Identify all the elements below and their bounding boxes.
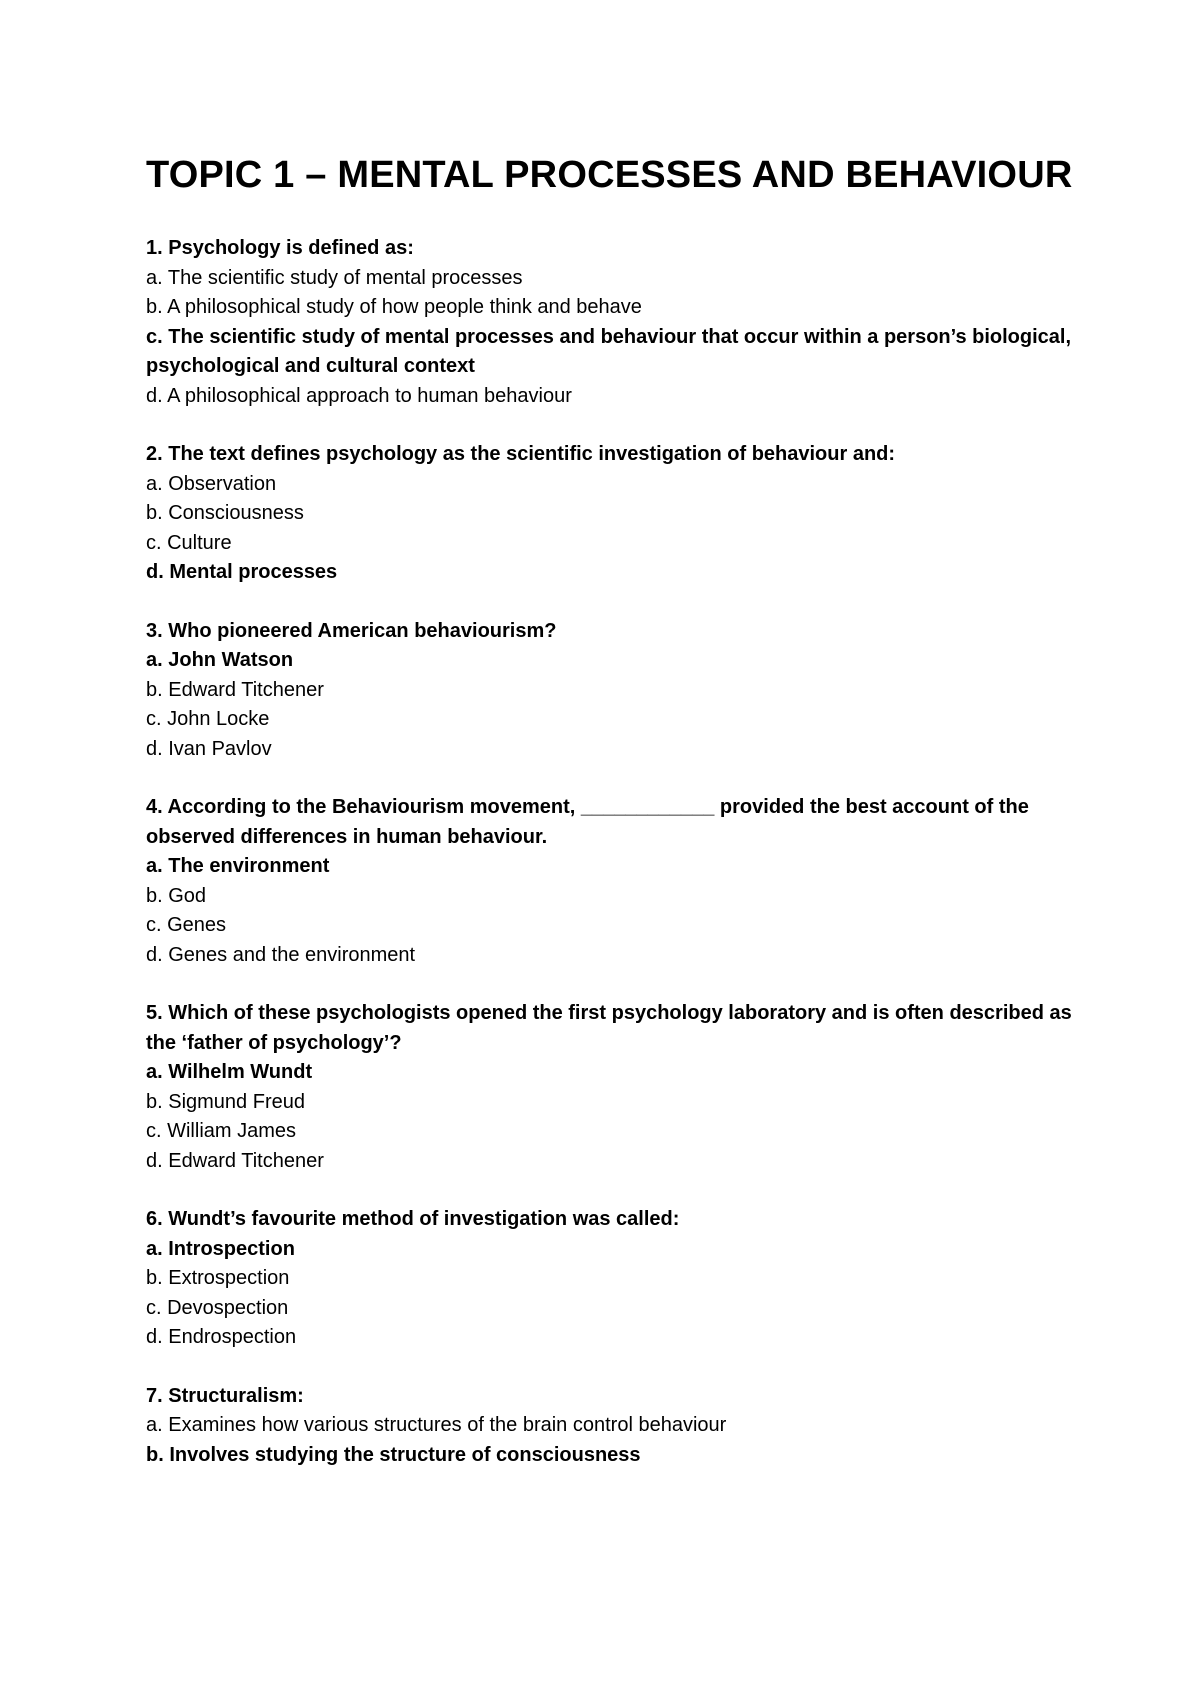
question-block bbox=[146, 440, 1106, 588]
question-text: 4. According to the Behaviourism movement, ____________ provided the best account of the observed differences in human behaviour. bbox=[146, 796, 1035, 848]
question-text: 5. Which of these psychologists opened the first psychology laboratory and is often described as the ‘father of psychology’? bbox=[146, 1002, 1078, 1054]
question-block bbox=[146, 617, 1106, 765]
document-content bbox=[146, 150, 1106, 1499]
question-text: 3. Who pioneered American behaviourism? bbox=[146, 619, 557, 642]
question-text: 6. Wundt’s favourite method of investigation was called: bbox=[146, 1208, 680, 1230]
answer-option-correct: a. The environment bbox=[146, 855, 330, 877]
answer-option: c. Culture bbox=[146, 531, 232, 554]
answer-option: d. Edward Titchener bbox=[146, 1149, 324, 1172]
page-title: TOPIC 1 – MENTAL PROCESSES AND BEHAVIOUR bbox=[146, 154, 1073, 196]
answer-option-correct: a. Wilhelm Wundt bbox=[146, 1061, 313, 1083]
answer-option-correct: c. The scientific study of mental processes and behaviour that occur within a person’s biological, psychological and cultural context bbox=[146, 325, 1077, 377]
answer-option: a. Examines how various structures of the brain control behaviour bbox=[146, 1414, 727, 1436]
answer-option: b. Edward Titchener bbox=[146, 678, 324, 701]
answer-option: b. A philosophical study of how people think and behave bbox=[146, 296, 642, 318]
answer-option-correct: a. Introspection bbox=[146, 1237, 295, 1260]
question-block bbox=[146, 793, 1106, 970]
answer-option: c. John Locke bbox=[146, 708, 270, 730]
answer-option: b. God bbox=[146, 884, 207, 907]
answer-option: d. A philosophical approach to human behaviour bbox=[146, 384, 572, 407]
question-block bbox=[146, 999, 1106, 1176]
question-block bbox=[146, 234, 1106, 411]
answer-option: a. The scientific study of mental processes bbox=[146, 266, 523, 289]
answer-option: a. Observation bbox=[146, 472, 277, 495]
answer-option: b. Sigmund Freud bbox=[146, 1090, 305, 1113]
question-block bbox=[146, 1205, 1106, 1353]
answer-option: d. Endrospection bbox=[146, 1326, 297, 1348]
answer-option: c. Devospection bbox=[146, 1296, 289, 1319]
question-text: 7. Structuralism: bbox=[146, 1384, 304, 1407]
answer-option: b. Extrospection bbox=[146, 1267, 290, 1289]
question-block bbox=[146, 1382, 1106, 1471]
answer-option: d. Ivan Pavlov bbox=[146, 737, 272, 760]
question-text: 2. The text defines psychology as the scientific investigation of behaviour and: bbox=[146, 443, 896, 465]
answer-option: c. William James bbox=[146, 1120, 297, 1142]
answer-option-correct: b. Involves studying the structure of consciousness bbox=[146, 1443, 641, 1466]
answer-option: c. Genes bbox=[146, 914, 227, 936]
answer-option-correct: a. John Watson bbox=[146, 649, 294, 671]
answer-option: b. Consciousness bbox=[146, 502, 304, 524]
question-list bbox=[146, 234, 1106, 1470]
answer-option: d. Genes and the environment bbox=[146, 943, 416, 966]
answer-option-correct: d. Mental processes bbox=[146, 561, 338, 583]
question-text: 1. Psychology is defined as: bbox=[146, 237, 414, 259]
